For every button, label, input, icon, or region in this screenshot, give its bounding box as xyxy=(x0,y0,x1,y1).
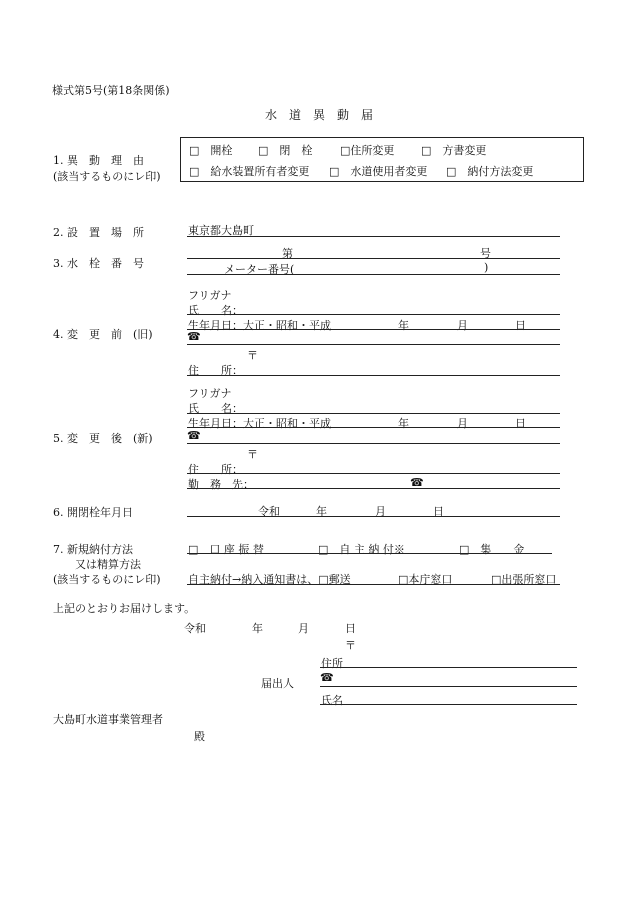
notice-line xyxy=(187,584,560,585)
valve-date-day: 日 xyxy=(433,505,444,518)
payment-options-line xyxy=(187,553,552,554)
form-id: 様式第5号(第18条関係) xyxy=(52,84,170,97)
after-postal-mark: 〒 xyxy=(247,448,258,461)
section7-label2: 又は精算方法 xyxy=(75,558,141,571)
before-birth-line xyxy=(187,329,560,330)
after-address: 住 所： xyxy=(188,463,243,476)
section5-label: 5. 変 更 後 (新) xyxy=(53,432,153,445)
before-phone-icon: ☎ xyxy=(187,330,201,343)
meter-number-close: ) xyxy=(484,261,489,274)
before-name-line xyxy=(187,314,560,315)
applicant-address-line xyxy=(320,667,577,668)
applicant-name: 氏名 xyxy=(321,694,343,707)
after-work-phone-icon: ☎ xyxy=(410,476,424,489)
reason-payment-change[interactable]: □ 納付方法変更 xyxy=(446,165,534,178)
section7-note: (該当するものにレ印) xyxy=(53,573,161,586)
faucet-dai: 第 xyxy=(282,247,293,260)
submit-date-day: 日 xyxy=(345,622,356,635)
pay-self-payment[interactable]: □ 自 主 納 付※ xyxy=(318,543,405,556)
faucet-number-line xyxy=(187,258,560,259)
after-phone-line xyxy=(187,443,560,444)
before-birth: 生年月日：大正・昭和・平成 xyxy=(188,319,331,332)
before-birth-day: 日 xyxy=(515,319,526,332)
reason-open[interactable]: □ 開栓 xyxy=(189,144,233,157)
before-address: 住 所： xyxy=(188,364,243,377)
section1-note: (該当するものにレ印) xyxy=(53,170,161,183)
after-birth-line xyxy=(187,427,560,428)
after-birth-day: 日 xyxy=(515,417,526,430)
applicant-label: 届出人 xyxy=(261,677,294,690)
notice-main-office[interactable]: □本庁窓口 xyxy=(398,573,453,586)
after-birth-year: 年 xyxy=(398,417,409,430)
before-birth-year: 年 xyxy=(398,319,409,332)
pay-collection[interactable]: □ 集 金 xyxy=(459,543,525,556)
reason-address-change[interactable]: □住所変更 xyxy=(340,144,395,157)
section1-label: 1. 異 動 理 由 xyxy=(53,154,144,167)
after-name: 氏 名： xyxy=(188,402,243,415)
valve-date-year: 年 xyxy=(316,505,327,518)
addressee: 大島町水道事業管理者 xyxy=(53,713,163,726)
applicant-address: 住所 xyxy=(321,657,343,670)
reason-user-change[interactable]: □ 水道使用者変更 xyxy=(329,165,428,178)
submit-date-month: 月 xyxy=(298,622,309,635)
reason-close[interactable]: □ 閉 栓 xyxy=(258,144,313,157)
after-birth-month: 月 xyxy=(457,417,468,430)
after-birth: 生年月日：大正・昭和・平成 xyxy=(188,417,331,430)
notice-mail[interactable]: 自主納付→納入通知書は、□郵送 xyxy=(188,573,351,586)
reason-owner-change[interactable]: □ 給水装置所有者変更 xyxy=(189,165,310,178)
honorific: 殿 xyxy=(194,730,205,743)
meter-number-label: メーター番号( xyxy=(224,263,295,276)
closing-statement: 上記のとおりお届けします。 xyxy=(53,602,196,615)
section7-label: 7. 新規納付方法 xyxy=(53,543,133,556)
section4-label: 4. 変 更 前 (旧) xyxy=(53,328,153,341)
before-name: 氏 名： xyxy=(188,304,243,317)
submit-date-year: 年 xyxy=(252,622,263,635)
faucet-go: 号 xyxy=(480,247,491,260)
after-workplace-line xyxy=(187,488,560,489)
after-workplace: 勤 務 先： xyxy=(188,478,254,491)
notice-branch-office[interactable]: □出張所窓口 xyxy=(491,573,557,586)
before-phone-line xyxy=(187,344,560,345)
valve-date-line xyxy=(187,516,560,517)
after-phone-icon: ☎ xyxy=(187,429,201,442)
after-furigana: フリガナ xyxy=(188,387,232,400)
install-location-line xyxy=(187,236,560,237)
valve-date-month: 月 xyxy=(375,505,386,518)
applicant-name-line xyxy=(320,704,577,705)
valve-date-era: 令和 xyxy=(258,505,280,518)
section3-label: 3. 水 栓 番 号 xyxy=(53,257,144,270)
applicant-phone-line xyxy=(320,686,577,687)
section6-label: 6. 開閉栓年月日 xyxy=(53,506,133,519)
before-birth-month: 月 xyxy=(457,319,468,332)
form-title: 水 道 異 動 届 xyxy=(265,108,374,122)
after-name-line xyxy=(187,413,560,414)
before-address-line xyxy=(187,375,560,376)
section2-label: 2. 設 置 場 所 xyxy=(53,226,144,239)
meter-number-line xyxy=(187,274,560,275)
install-location-value[interactable]: 東京都大島町 xyxy=(188,224,254,237)
before-postal-mark: 〒 xyxy=(247,349,258,362)
before-furigana: フリガナ xyxy=(188,289,232,302)
reason-direction-change[interactable]: □ 方書変更 xyxy=(421,144,487,157)
pay-account-transfer[interactable]: □ 口 座 振 替 xyxy=(188,543,264,556)
submit-date-era: 令和 xyxy=(184,622,206,635)
after-address-line xyxy=(187,473,560,474)
applicant-postal-mark: 〒 xyxy=(345,639,356,652)
applicant-phone-icon: ☎ xyxy=(320,671,334,684)
